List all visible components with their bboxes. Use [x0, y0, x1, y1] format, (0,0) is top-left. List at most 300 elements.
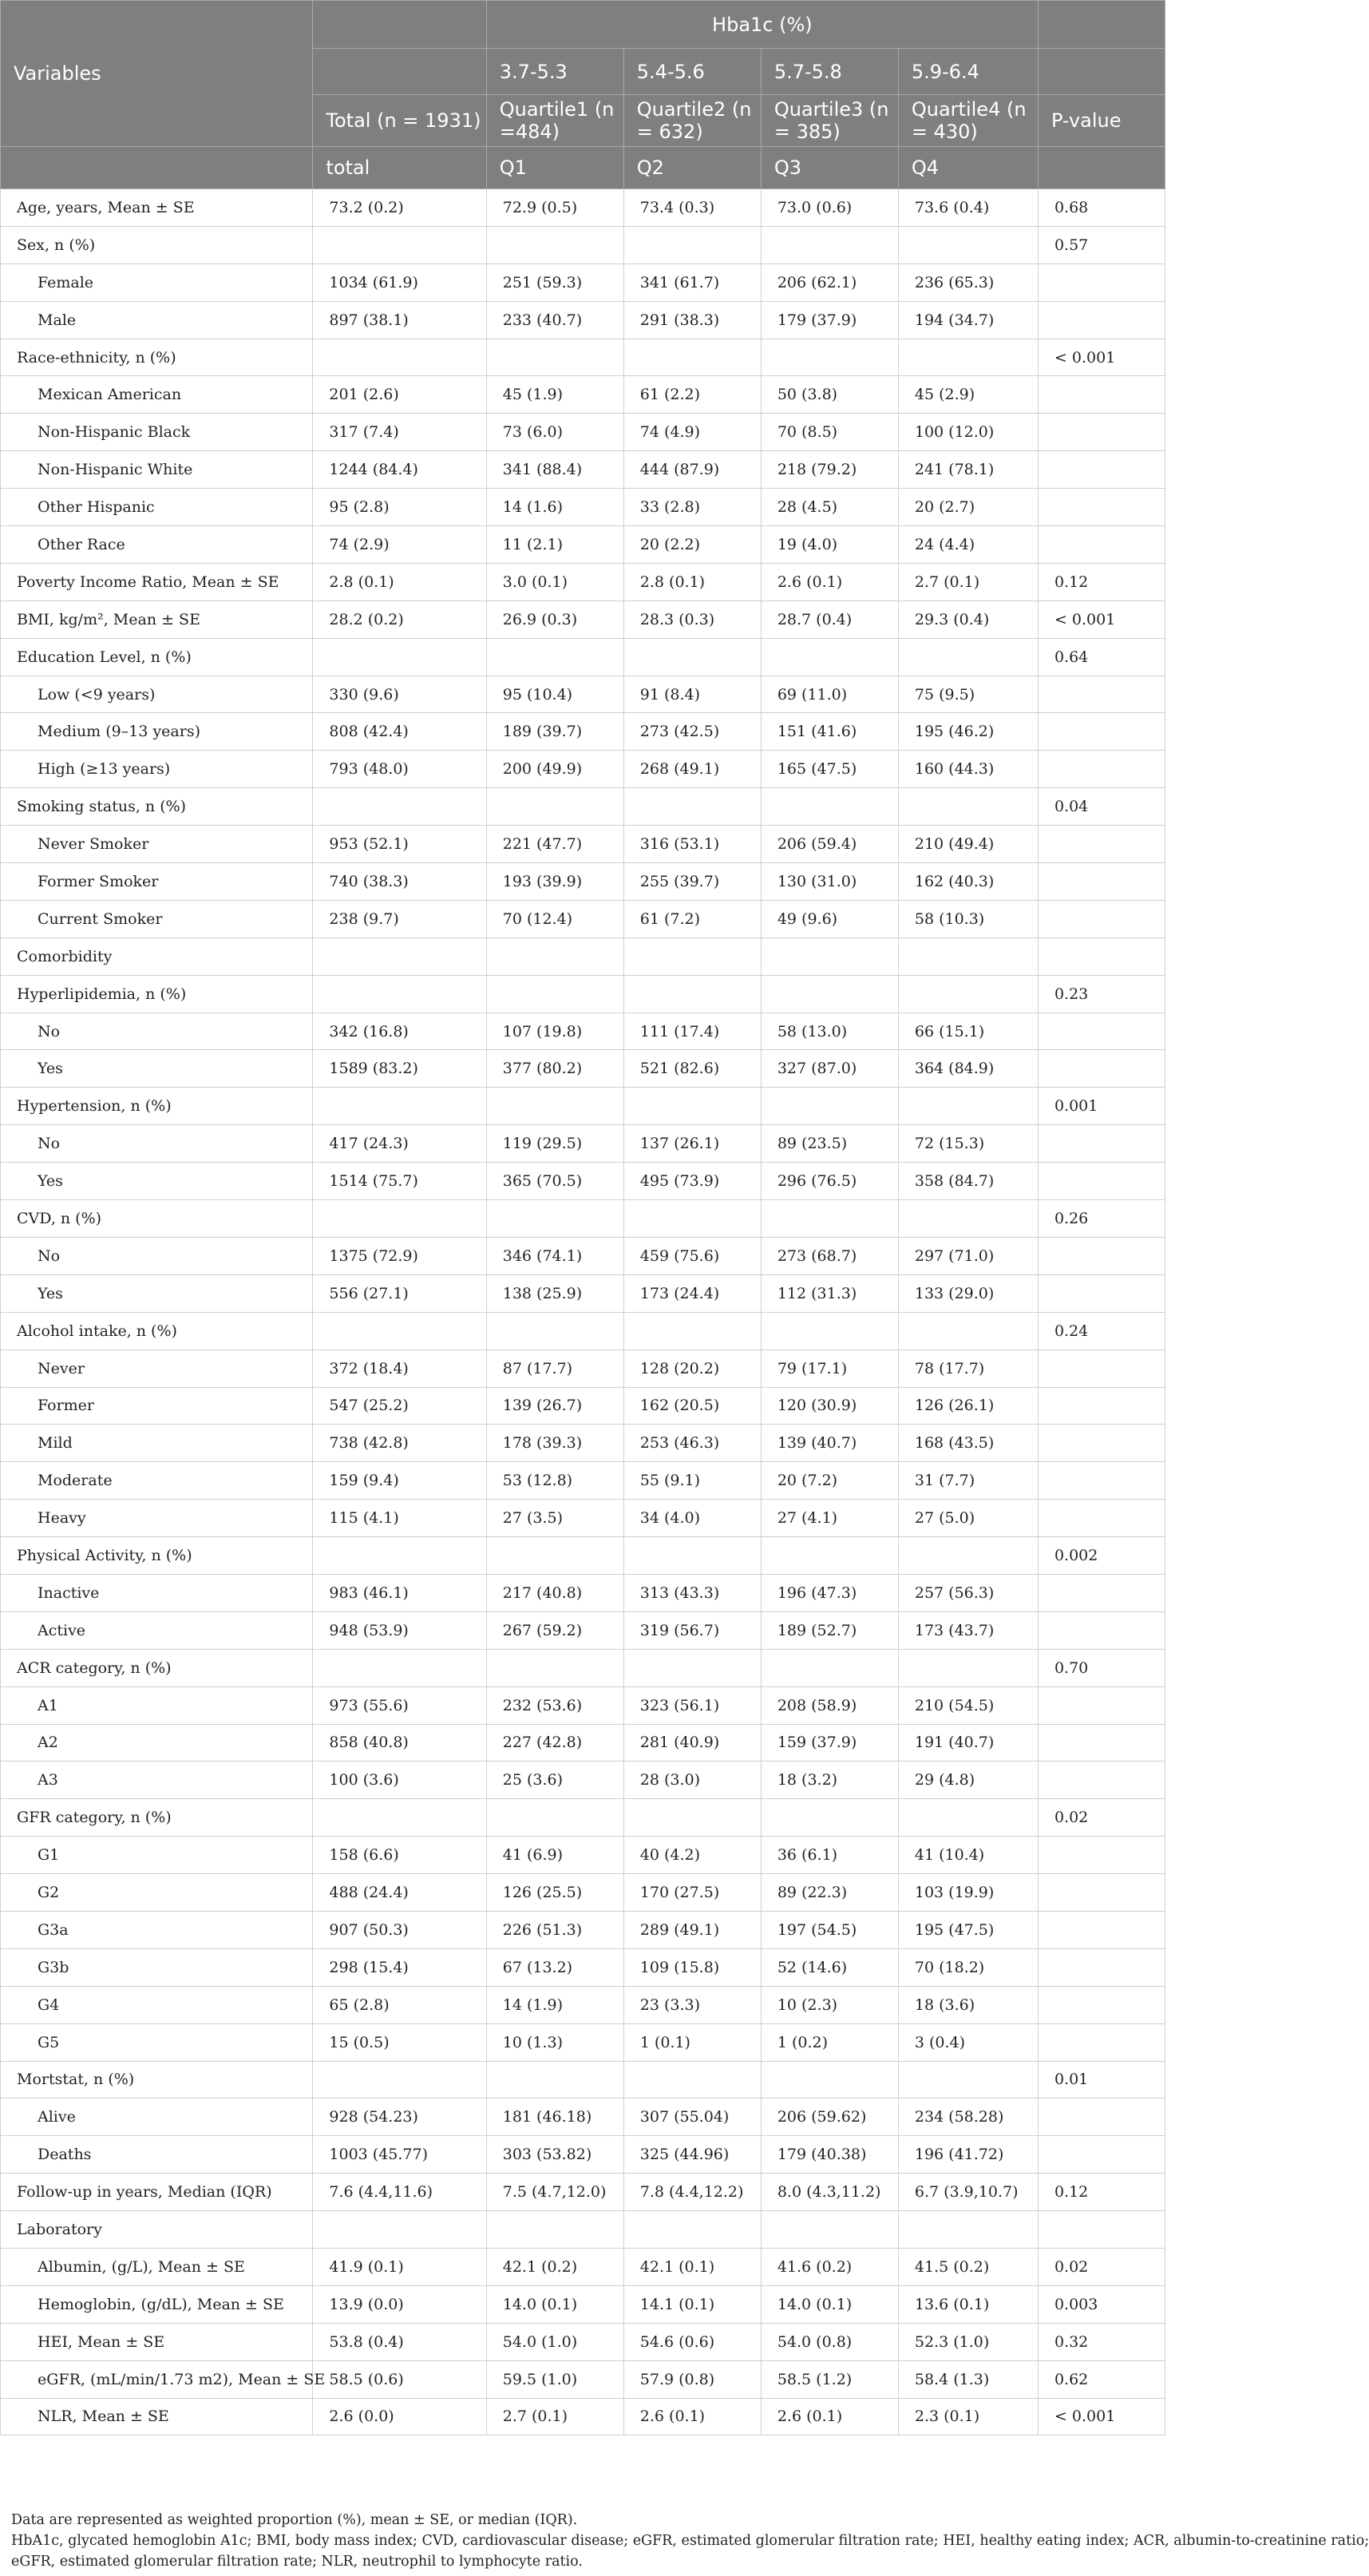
table-row	[1, 1574, 1165, 1611]
row-label: Physical Activity, n (%)	[1, 1537, 313, 1575]
q1-cell: 217 (40.8)	[486, 1574, 623, 1611]
q1-cell	[486, 2211, 623, 2249]
q2-cell: 28.3 (0.3)	[623, 600, 761, 638]
q2-cell: 313 (43.3)	[623, 1574, 761, 1611]
q3-cell: 196 (47.3)	[761, 1574, 898, 1611]
q4-cell: 29.3 (0.4)	[898, 600, 1038, 638]
pvalue-range-blank	[1038, 49, 1165, 95]
variables-header: Variables	[1, 1, 313, 147]
row-label: High (≥13 years)	[1, 751, 313, 788]
q3-cell: 218 (79.2)	[761, 451, 898, 489]
q4-cell: 45 (2.9)	[898, 376, 1038, 414]
pvalue-cell	[1038, 1387, 1165, 1425]
pvalue-cell	[1038, 2211, 1165, 2249]
table-row	[1, 1948, 1165, 1986]
q1-cell: 377 (80.2)	[486, 1050, 623, 1088]
q4-cell: 13.6 (0.1)	[898, 2285, 1038, 2323]
table-row	[1, 1649, 1165, 1686]
range-q3: 5.7-5.8	[761, 49, 898, 95]
total-cell: 417 (24.3)	[313, 1125, 486, 1163]
q3-cell: 206 (62.1)	[761, 264, 898, 301]
pvalue-cell	[1038, 2136, 1165, 2174]
total-cell: 53.8 (0.4)	[313, 2323, 486, 2360]
q2-cell: 459 (75.6)	[623, 1237, 761, 1274]
q1-cell: 14.0 (0.1)	[486, 2285, 623, 2323]
row-label: Education Level, n (%)	[1, 638, 313, 676]
total-cell	[313, 975, 486, 1013]
table-header	[1, 1, 1165, 189]
table-row	[1, 900, 1165, 937]
q1-cell: 42.1 (0.2)	[486, 2248, 623, 2285]
pvalue-cell	[1038, 1274, 1165, 1312]
row-label: Low (<9 years)	[1, 676, 313, 713]
q2-cell: 173 (24.4)	[623, 1274, 761, 1312]
total-cell: 858 (40.8)	[313, 1724, 486, 1762]
total-cell: 897 (38.1)	[313, 301, 486, 339]
row-label: Medium (9–13 years)	[1, 713, 313, 751]
total-cell: 1514 (75.7)	[313, 1163, 486, 1200]
table-row	[1, 1837, 1165, 1874]
table-row	[1, 1013, 1165, 1050]
q2-cell: 111 (17.4)	[623, 1013, 761, 1050]
pvalue-cell	[1038, 1574, 1165, 1611]
q4-cell: 168 (43.5)	[898, 1425, 1038, 1462]
total-cell: 1034 (61.9)	[313, 264, 486, 301]
q4-cell	[898, 1200, 1038, 1238]
q4-cell: 41 (10.4)	[898, 1837, 1038, 1874]
row-label: G3b	[1, 1948, 313, 1986]
table-row	[1, 863, 1165, 901]
row-label: Yes	[1, 1050, 313, 1088]
q4-cell: 173 (43.7)	[898, 1611, 1038, 1649]
pvalue-cell: < 0.001	[1038, 2398, 1165, 2435]
pvalue-cell: 0.23	[1038, 975, 1165, 1013]
q2-cell: 255 (39.7)	[623, 863, 761, 901]
pvalue-cell: 0.57	[1038, 226, 1165, 264]
row-label: Hypertension, n (%)	[1, 1088, 313, 1125]
total-cell: 973 (55.6)	[313, 1686, 486, 1724]
quartile4-header: Quartile4 (n = 430)	[898, 95, 1038, 147]
table-row	[1, 2136, 1165, 2174]
q1-cell	[486, 638, 623, 676]
q2-cell: 40 (4.2)	[623, 1837, 761, 1874]
q2-cell: 1 (0.1)	[623, 2023, 761, 2061]
q3-cell: 27 (4.1)	[761, 1500, 898, 1537]
row-label: Yes	[1, 1274, 313, 1312]
q3-cell: 41.6 (0.2)	[761, 2248, 898, 2285]
q4-cell: 103 (19.9)	[898, 1874, 1038, 1912]
q1-cell: 3.0 (0.1)	[486, 563, 623, 600]
q4-cell: 236 (65.3)	[898, 264, 1038, 301]
q2-cell: 28 (3.0)	[623, 1762, 761, 1799]
q2-cell: 128 (20.2)	[623, 1349, 761, 1387]
table-row	[1, 189, 1165, 227]
total-cell: 74 (2.9)	[313, 526, 486, 564]
total-cell: 317 (7.4)	[313, 414, 486, 451]
row-label: No	[1, 1125, 313, 1163]
q1-cell: 365 (70.5)	[486, 1163, 623, 1200]
total-cell: 28.2 (0.2)	[313, 600, 486, 638]
row-label: Sex, n (%)	[1, 226, 313, 264]
row-label: Other Race	[1, 526, 313, 564]
total-cell	[313, 2211, 486, 2249]
pvalue-cell	[1038, 1237, 1165, 1274]
q2-cell	[623, 2211, 761, 2249]
table-row	[1, 489, 1165, 526]
q4-cell: 257 (56.3)	[898, 1574, 1038, 1611]
row-label: CVD, n (%)	[1, 1200, 313, 1238]
q4-cell	[898, 1312, 1038, 1349]
q4-cell	[898, 788, 1038, 826]
q1-cell	[486, 1312, 623, 1349]
q1-cell: 178 (39.3)	[486, 1425, 623, 1462]
footnote: eGFR, estimated glomerular filtration rate; NLR, neutrophil to lymphocyte ratio.	[11, 2554, 583, 2570]
pvalue-cell	[1038, 376, 1165, 414]
q2-cell: 7.8 (4.4,12.2)	[623, 2174, 761, 2211]
pvalue-cell	[1038, 1874, 1165, 1912]
row-label: Race-ethnicity, n (%)	[1, 339, 313, 376]
q2-cell: 521 (82.6)	[623, 1050, 761, 1088]
total-cell	[313, 1537, 486, 1575]
total-cell: 65 (2.8)	[313, 1986, 486, 2023]
q1-cell: 232 (53.6)	[486, 1686, 623, 1724]
q1-cell: 138 (25.9)	[486, 1274, 623, 1312]
pvalue-cell	[1038, 713, 1165, 751]
pvalue-cell	[1038, 751, 1165, 788]
q4-cell: 72 (15.3)	[898, 1125, 1038, 1163]
q1-cell: 73 (6.0)	[486, 414, 623, 451]
total-cell: 983 (46.1)	[313, 1574, 486, 1611]
q3-cell: 130 (31.0)	[761, 863, 898, 901]
table-row	[1, 1500, 1165, 1537]
table-row	[1, 600, 1165, 638]
table-row	[1, 339, 1165, 376]
q4-cell: 27 (5.0)	[898, 1500, 1038, 1537]
q2-cell: 2.6 (0.1)	[623, 2398, 761, 2435]
row-label: Former	[1, 1387, 313, 1425]
q3-cell	[761, 339, 898, 376]
pvalue-cell	[1038, 301, 1165, 339]
total-cell: 41.9 (0.1)	[313, 2248, 486, 2285]
row-label: Heavy	[1, 1500, 313, 1537]
q1-cell	[486, 1088, 623, 1125]
row-label: Albumin, (g/L), Mean ± SE	[1, 2248, 313, 2285]
q2-cell: 54.6 (0.6)	[623, 2323, 761, 2360]
q2-cell: 109 (15.8)	[623, 1948, 761, 1986]
q4-cell	[898, 937, 1038, 975]
q2-cell: 281 (40.9)	[623, 1724, 761, 1762]
footnote: Data are represented as weighted proportion (%), mean ± SE, or median (IQR).	[11, 2512, 578, 2528]
pvalue-header-blank	[1038, 1, 1165, 49]
pvalue-sub-blank	[1038, 147, 1165, 189]
q2-cell: 74 (4.9)	[623, 414, 761, 451]
q4-cell: 210 (54.5)	[898, 1686, 1038, 1724]
q2-cell: 307 (55.04)	[623, 2098, 761, 2136]
q3-cell: 165 (47.5)	[761, 751, 898, 788]
pvalue-cell	[1038, 1013, 1165, 1050]
q2-cell: 268 (49.1)	[623, 751, 761, 788]
table-row	[1, 1274, 1165, 1312]
table-row	[1, 2360, 1165, 2398]
row-label: ACR category, n (%)	[1, 1649, 313, 1686]
total-cell: 298 (15.4)	[313, 1948, 486, 1986]
pvalue-cell: 0.12	[1038, 563, 1165, 600]
q1-cell: 303 (53.82)	[486, 2136, 623, 2174]
q3-cell: 179 (40.38)	[761, 2136, 898, 2174]
table-row	[1, 2398, 1165, 2435]
table-row	[1, 937, 1165, 975]
q1-cell: 14 (1.6)	[486, 489, 623, 526]
q3-cell: 14.0 (0.1)	[761, 2285, 898, 2323]
q4-cell: 358 (84.7)	[898, 1163, 1038, 1200]
pvalue-cell: 0.02	[1038, 1799, 1165, 1837]
q2-cell: 33 (2.8)	[623, 489, 761, 526]
q2-cell: 55 (9.1)	[623, 1462, 761, 1500]
q1-cell: 59.5 (1.0)	[486, 2360, 623, 2398]
row-label: Moderate	[1, 1462, 313, 1500]
q3-cell: 208 (58.9)	[761, 1686, 898, 1724]
quartile2-header: Quartile2 (n = 632)	[623, 95, 761, 147]
table-row	[1, 264, 1165, 301]
q4-cell: 6.7 (3.9,10.7)	[898, 2174, 1038, 2211]
row-label: G2	[1, 1874, 313, 1912]
q3-cell: 89 (23.5)	[761, 1125, 898, 1163]
q2-cell	[623, 638, 761, 676]
pvalue-cell	[1038, 1163, 1165, 1200]
q3-cell: 20 (7.2)	[761, 1462, 898, 1500]
pvalue-cell	[1038, 1050, 1165, 1088]
q3-cell	[761, 1799, 898, 1837]
q3-cell: 52 (14.6)	[761, 1948, 898, 1986]
q3-cell: 206 (59.62)	[761, 2098, 898, 2136]
row-label: Mexican American	[1, 376, 313, 414]
total-cell: 372 (18.4)	[313, 1349, 486, 1387]
q1-cell: 181 (46.18)	[486, 2098, 623, 2136]
total-header: Total (n = 1931)	[313, 95, 486, 147]
table-row	[1, 1874, 1165, 1912]
q4-cell: 191 (40.7)	[898, 1724, 1038, 1762]
q2-cell	[623, 788, 761, 826]
total-cell: 158 (6.6)	[313, 1837, 486, 1874]
q1-cell: 10 (1.3)	[486, 2023, 623, 2061]
row-label: G3a	[1, 1911, 313, 1948]
q4-cell: 73.6 (0.4)	[898, 189, 1038, 227]
q2-cell: 2.8 (0.1)	[623, 563, 761, 600]
q4-cell: 195 (46.2)	[898, 713, 1038, 751]
q1-cell: 233 (40.7)	[486, 301, 623, 339]
q3-cell: 58 (13.0)	[761, 1013, 898, 1050]
q3-cell: 50 (3.8)	[761, 376, 898, 414]
total-cell	[313, 2061, 486, 2098]
q4-cell: 75 (9.5)	[898, 676, 1038, 713]
table-row	[1, 676, 1165, 713]
q4-cell: 18 (3.6)	[898, 1986, 1038, 2023]
table-row	[1, 301, 1165, 339]
row-label: Mortstat, n (%)	[1, 2061, 313, 2098]
table-row	[1, 1200, 1165, 1238]
q3-cell: 197 (54.5)	[761, 1911, 898, 1948]
q2-cell: 319 (56.7)	[623, 1611, 761, 1649]
q2-cell: 341 (61.7)	[623, 264, 761, 301]
q3-cell	[761, 2211, 898, 2249]
table-row	[1, 414, 1165, 451]
row-label: A3	[1, 1762, 313, 1799]
row-label: Former Smoker	[1, 863, 313, 901]
pvalue-cell	[1038, 1762, 1165, 1799]
table-row	[1, 526, 1165, 564]
q4-cell: 52.3 (1.0)	[898, 2323, 1038, 2360]
row-label: Inactive	[1, 1574, 313, 1611]
total-cell: 2.6 (0.0)	[313, 2398, 486, 2435]
q3-cell	[761, 1649, 898, 1686]
table-row	[1, 2285, 1165, 2323]
pvalue-cell: 0.02	[1038, 2248, 1165, 2285]
q4-cell	[898, 2211, 1038, 2249]
pvalue-cell: 0.70	[1038, 1649, 1165, 1686]
q4-cell	[898, 1799, 1038, 1837]
pvalue-cell: < 0.001	[1038, 600, 1165, 638]
variables-sub-blank	[1, 147, 313, 189]
q2-cell: 170 (27.5)	[623, 1874, 761, 1912]
pvalue-cell	[1038, 1462, 1165, 1500]
q1-cell: 189 (39.7)	[486, 713, 623, 751]
q1-cell	[486, 2061, 623, 2098]
q4-cell: 194 (34.7)	[898, 301, 1038, 339]
total-cell: 1375 (72.9)	[313, 1237, 486, 1274]
q1-cell: 200 (49.9)	[486, 751, 623, 788]
q4-cell: 41.5 (0.2)	[898, 2248, 1038, 2285]
q4-cell: 241 (78.1)	[898, 451, 1038, 489]
pvalue-cell	[1038, 1911, 1165, 1948]
q3-cell: 206 (59.4)	[761, 826, 898, 863]
q2-cell: 20 (2.2)	[623, 526, 761, 564]
table-row	[1, 563, 1165, 600]
row-label: G1	[1, 1837, 313, 1874]
q4-cell: 126 (26.1)	[898, 1387, 1038, 1425]
pvalue-cell: 0.002	[1038, 1537, 1165, 1575]
row-label: Hyperlipidemia, n (%)	[1, 975, 313, 1013]
row-label: Other Hispanic	[1, 489, 313, 526]
table-row	[1, 2323, 1165, 2360]
row-label: Hemoglobin, (g/dL), Mean ± SE	[1, 2285, 313, 2323]
row-label: eGFR, (mL/min/1.73 m2), Mean ± SE	[1, 2360, 313, 2398]
q2-cell: 444 (87.9)	[623, 451, 761, 489]
row-label: Never	[1, 1349, 313, 1387]
q1-cell: 139 (26.7)	[486, 1387, 623, 1425]
pvalue-cell: 0.01	[1038, 2061, 1165, 2098]
pvalue-cell: 0.001	[1038, 1088, 1165, 1125]
q3-cell: 18 (3.2)	[761, 1762, 898, 1799]
row-label: Alcohol intake, n (%)	[1, 1312, 313, 1349]
q1-cell	[486, 1649, 623, 1686]
pvalue-cell	[1038, 1125, 1165, 1163]
row-label: Laboratory	[1, 2211, 313, 2249]
pvalue-cell: 0.24	[1038, 1312, 1165, 1349]
q4-cell: 31 (7.7)	[898, 1462, 1038, 1500]
table-row	[1, 2248, 1165, 2285]
q4-cell: 29 (4.8)	[898, 1762, 1038, 1799]
q4-cell	[898, 1537, 1038, 1575]
q2-cell: 34 (4.0)	[623, 1500, 761, 1537]
q3-cell: 73.0 (0.6)	[761, 189, 898, 227]
q3-cell	[761, 1312, 898, 1349]
table-row	[1, 1724, 1165, 1762]
pvalue-cell	[1038, 1611, 1165, 1649]
total-cell	[313, 1312, 486, 1349]
q2-cell: 323 (56.1)	[623, 1686, 761, 1724]
q2-cell	[623, 2061, 761, 2098]
total-cell	[313, 638, 486, 676]
pvalue-cell	[1038, 863, 1165, 901]
q3-short-header: Q3	[761, 147, 898, 189]
pvalue-cell: 0.64	[1038, 638, 1165, 676]
pvalue-cell	[1038, 264, 1165, 301]
table-row	[1, 2098, 1165, 2136]
q2-cell	[623, 1200, 761, 1238]
table-row	[1, 1537, 1165, 1575]
q3-cell: 28 (4.5)	[761, 489, 898, 526]
pvalue-cell	[1038, 1948, 1165, 1986]
q2-cell: 316 (53.1)	[623, 826, 761, 863]
q3-cell	[761, 937, 898, 975]
total-cell: 7.6 (4.4,11.6)	[313, 2174, 486, 2211]
q4-short-header: Q4	[898, 147, 1038, 189]
pvalue-cell	[1038, 414, 1165, 451]
table-row	[1, 1611, 1165, 1649]
q2-cell	[623, 1537, 761, 1575]
pvalue-cell	[1038, 2098, 1165, 2136]
q3-cell: 70 (8.5)	[761, 414, 898, 451]
table-row	[1, 1237, 1165, 1274]
q1-cell	[486, 339, 623, 376]
table-row	[1, 1125, 1165, 1163]
table-row	[1, 1349, 1165, 1387]
q1-cell: 126 (25.5)	[486, 1874, 623, 1912]
q4-cell	[898, 638, 1038, 676]
q1-cell: 11 (2.1)	[486, 526, 623, 564]
q3-cell: 2.6 (0.1)	[761, 563, 898, 600]
q4-cell: 196 (41.72)	[898, 2136, 1038, 2174]
q1-cell	[486, 788, 623, 826]
table-row	[1, 1387, 1165, 1425]
total-cell: 58.5 (0.6)	[313, 2360, 486, 2398]
pvalue-cell	[1038, 1837, 1165, 1874]
row-label: G4	[1, 1986, 313, 2023]
q3-cell: 49 (9.6)	[761, 900, 898, 937]
q4-cell: 2.3 (0.1)	[898, 2398, 1038, 2435]
q1-cell: 54.0 (1.0)	[486, 2323, 623, 2360]
total-cell: 556 (27.1)	[313, 1274, 486, 1312]
q1-cell: 7.5 (4.7,12.0)	[486, 2174, 623, 2211]
q4-cell: 210 (49.4)	[898, 826, 1038, 863]
q4-cell	[898, 339, 1038, 376]
q3-cell: 327 (87.0)	[761, 1050, 898, 1088]
q1-cell: 45 (1.9)	[486, 376, 623, 414]
q2-cell	[623, 226, 761, 264]
q3-cell	[761, 1088, 898, 1125]
total-cell: 342 (16.8)	[313, 1013, 486, 1050]
total-short-header: total	[313, 147, 486, 189]
table-row	[1, 975, 1165, 1013]
table-row	[1, 1050, 1165, 1088]
total-cell: 238 (9.7)	[313, 900, 486, 937]
table-row	[1, 1799, 1165, 1837]
row-label: Never Smoker	[1, 826, 313, 863]
q2-cell: 289 (49.1)	[623, 1911, 761, 1948]
q4-cell	[898, 1649, 1038, 1686]
q3-cell: 112 (31.3)	[761, 1274, 898, 1312]
q4-cell	[898, 226, 1038, 264]
